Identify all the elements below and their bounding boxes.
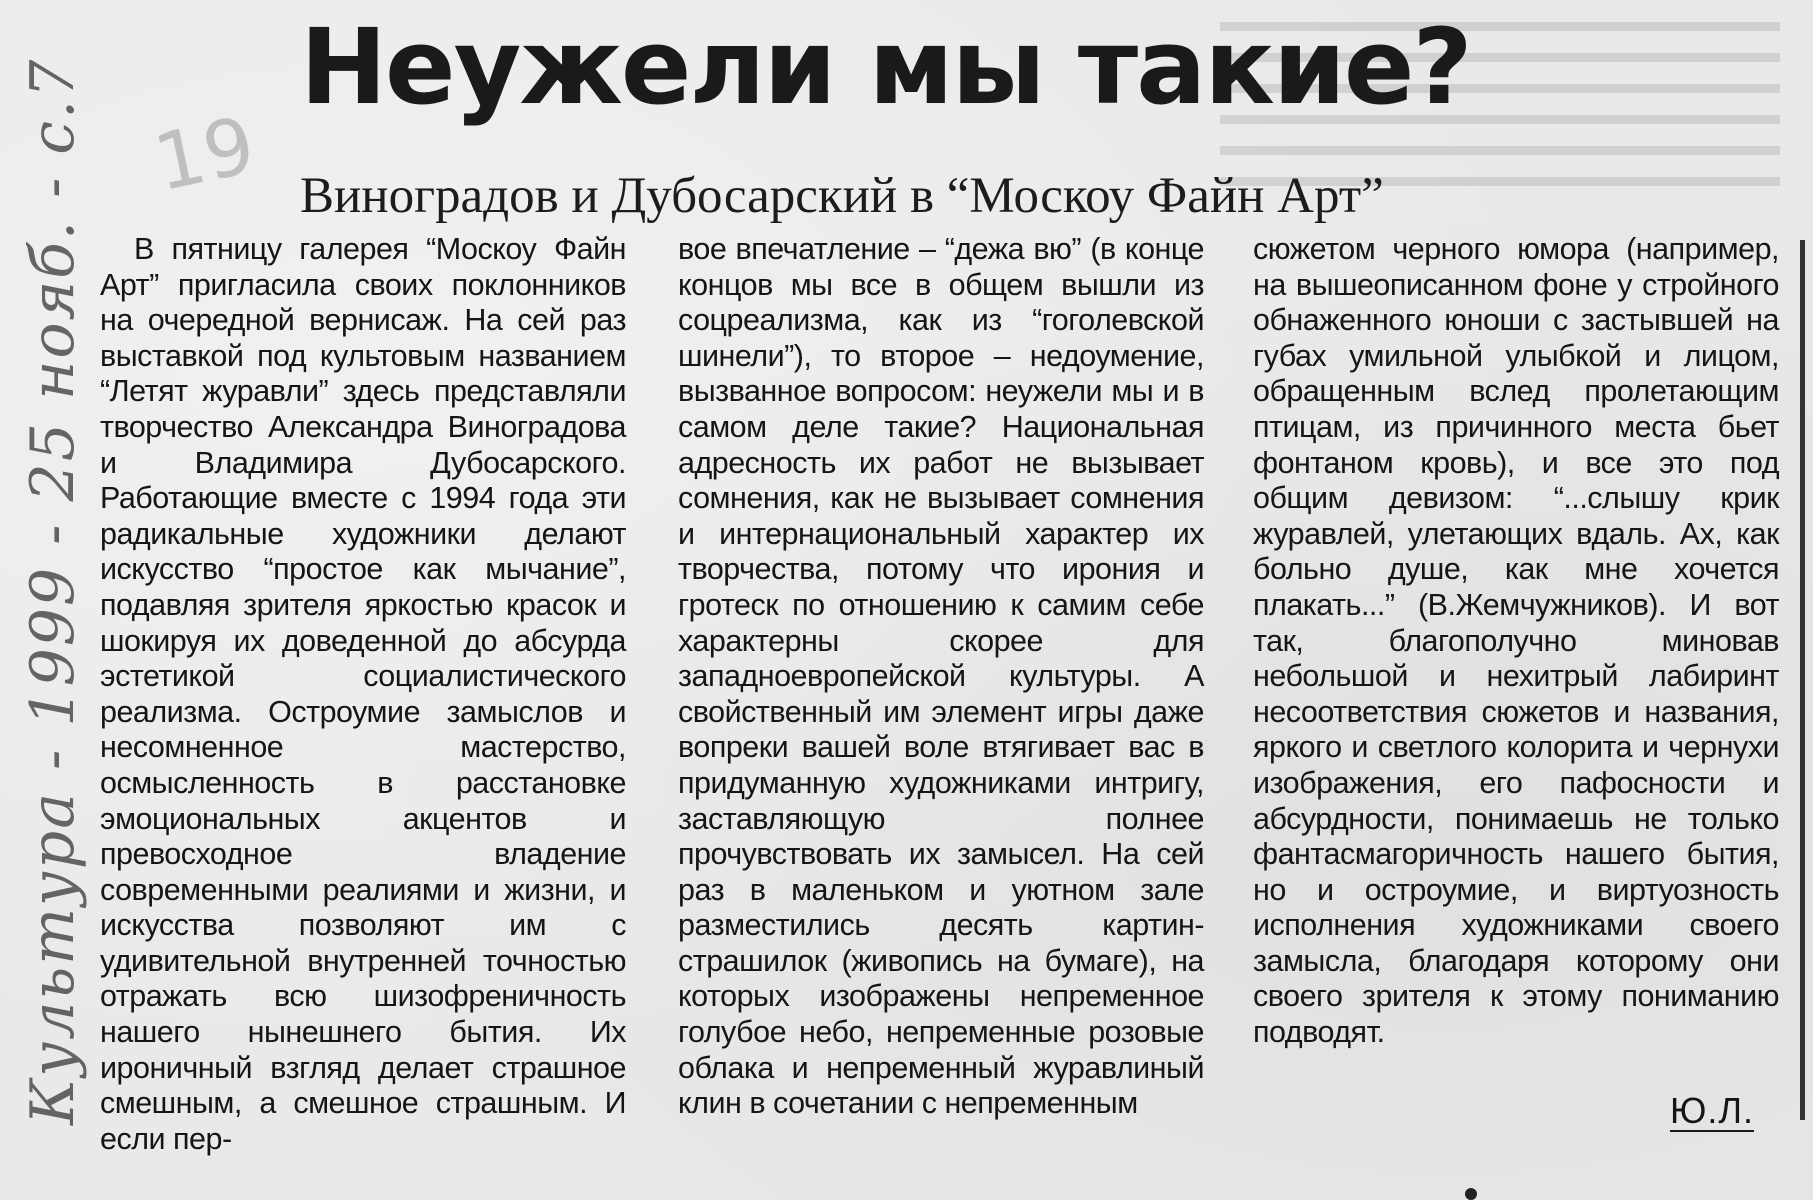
ink-dot — [1465, 1188, 1477, 1200]
pencil-mark: 19 — [146, 100, 263, 210]
article-subheadline: Виноградов и Дубосарский в “Москоу Файн Арт” — [300, 168, 1384, 224]
article-column-2: вое впечатление – “дежа вю” (в конце концов мы все в общем вышли из соцреализма, как из “гоголевской шинели”), то второе – недоумение, вызванное вопросом: неужели мы и в самом деле такие? Национальная адресность их работ не вызывает сомнения, как не вызывает сомнения и интернациональный характер их творчества, потому что ирония и гротеск по отношению к самим себе характерны скорее для западноевропейской культуры. А свойственный им элемент игры даже вопреки вашей воле втягивает вас в придуманную художниками интригу, заставляющую полнее прочувствовать их замысел. На сей раз в маленьком и уютном зале разместились десять картин-страшилок (живопись на бумаге), на которых изображены непременное голубое небо, непременные розовые облака и непременный журавлиный клин в сочетании с непременным — [678, 232, 1204, 1121]
article-column-1: В пятницу галерея “Москоу Файн Арт” пригласила своих поклонников на очередной вернисаж. На сей раз выставкой под культовым названием “Летят журавли” здесь представляли творчество Александра Виноградова и Владимира Дубосарского. Работающие вместе с 1994 года эти радикальные художники делают искусство “простое как мычание”, подавляя зрителя яркостью красок и шокируя их доведенной до абсурда эстетикой социалистического реализма. Остроумие замыслов и несомненное мастерство, осмысленность в расстановке эмоциональных акцентов и превосходное владение современными реалиями и жизни, и искусства позволяют им с удивительной внутренней точностью отражать всю шизофреничность нашего нынешнего бытия. Их ироничный взгляд делает страшное смешным, а смешное страшным. И если пер- — [100, 232, 626, 1156]
author-signature: Ю.Л. — [1670, 1090, 1754, 1131]
handwritten-margin-note: Культура - 1999 - 25 нояб. - с.7 — [18, 57, 88, 1125]
article-column-3: сюжетом черного юмора (например, на вышеописанном фоне у стройного обнаженного юноши с застывшей на губах умильной улыбкой и лицом, обращенным вслед пролетающим птицам, из причинного места бьет фонтаном кровь), и все это под общим девизом: “...слышу крик журавлей, улетающих вдаль. Ах, как больно душе, как мне хочется плакать...” (В.Жемчужников). И вот так, благополучно миновав небольшой и нехитрый лабиринт несоответствия сюжетов и названия, яркого и светлого колорита и чернухи изображения, его пафосности и абсурдности, понимаешь не только фантасмагоричность нашего бытия, но и остроумие, и виртуозность исполнения художниками своего замысла, благодаря которому они своего зрителя к этому пониманию подводят. — [1253, 232, 1779, 1050]
column-rule — [1800, 240, 1805, 1120]
article-headline: Неужели мы такие? — [300, 6, 1471, 128]
